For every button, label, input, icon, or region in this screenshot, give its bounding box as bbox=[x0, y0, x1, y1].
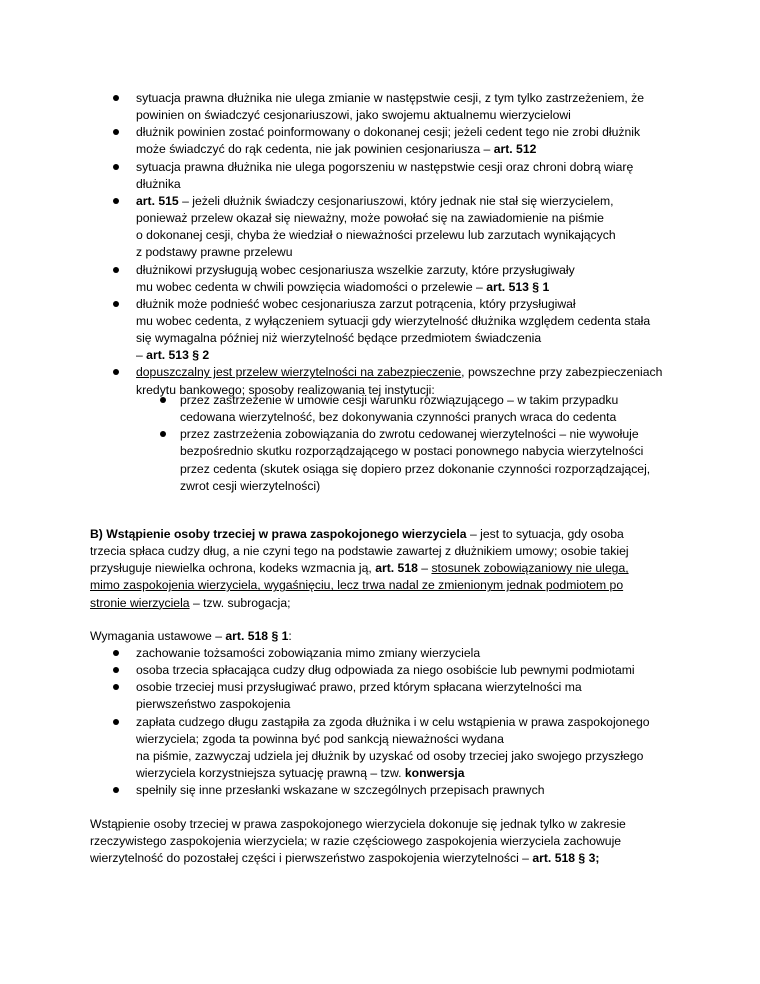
sub-list-item-line bbox=[180, 461, 650, 477]
text-run: o dokonanej cesji, chyba że wiedział o nieważności przelewu lub zarzutach wynikających bbox=[136, 228, 616, 243]
text-run: – jeżeli dłużnik świadczy cesjonariuszowi, który jednak nie stał się wierzycielem, bbox=[178, 193, 614, 208]
text-run: trzecia spłaca cudzy dług, a nie czyni tego na podstawie zawartej z dłużnikiem umowy; osobie takiej bbox=[90, 544, 629, 559]
text-run: wierzyciela; zgoda ta powinna być pod sankcją nieważności wydana bbox=[136, 731, 504, 746]
bullet-icon bbox=[113, 650, 119, 656]
list-item-line bbox=[136, 696, 290, 712]
text-run: kredytu bankowego; sposoby realizowania tej instytucji: bbox=[136, 382, 435, 397]
list-item-line bbox=[136, 193, 614, 209]
bold-reference: konwersja bbox=[404, 766, 465, 781]
paragraph-line bbox=[90, 628, 292, 644]
list-item-line bbox=[136, 679, 582, 695]
bold-reference: art. 512 bbox=[493, 142, 537, 157]
list-item-line bbox=[136, 176, 181, 192]
text-run: – bbox=[417, 561, 432, 576]
list-item-line bbox=[136, 731, 504, 747]
list-item-line bbox=[136, 279, 549, 295]
sub-list-item-line bbox=[180, 409, 616, 425]
bold-reference: art. 513 § 1 bbox=[486, 279, 550, 294]
text-run: dłużnik może podnieść wobec cesjonariusza zarzut potrącenia, który przysługiwał bbox=[136, 296, 576, 311]
text-run: Wstąpienie osoby trzeciej w prawa zaspokojonego wierzyciela dokonuje się jednak tylko w zakresie bbox=[90, 817, 626, 831]
bullet-icon bbox=[113, 164, 119, 170]
underlined-text: stronie wierzyciela bbox=[90, 595, 190, 610]
text-run: rzeczywistego zaspokojenia wierzyciela; w razie częściowego zaspokojenia wierzyciela zachowuje bbox=[90, 834, 622, 849]
text-run: , powszechne przy zabezpieczeniach bbox=[461, 365, 663, 380]
text-run: przysługuje niewielka ochrona, kodeks wzmacnia ją, bbox=[90, 561, 376, 576]
sub-list-item-line bbox=[180, 478, 320, 494]
text-run: – tzw. subrogacja; bbox=[189, 595, 291, 610]
bullet-icon bbox=[113, 95, 119, 101]
list-item-line bbox=[136, 765, 465, 781]
underlined-text: dopuszczalny jest przelew wierzytelności na zabezpieczenie bbox=[136, 365, 462, 380]
bold-reference: B) Wstąpienie osoby trzeciej w prawa zaspokojonego wierzyciela bbox=[90, 527, 467, 541]
text-run: – bbox=[136, 348, 147, 363]
text-run: przez cedenta (skutek osiąga się dopiero przez dokonanie czynności rozporządzającej, bbox=[180, 461, 651, 476]
bullet-icon bbox=[113, 129, 119, 135]
bold-reference: art. 518 § 3; bbox=[532, 851, 600, 866]
text-run: może świadczyć do rąk cedenta, nie jak powinien cesjonariusza – bbox=[136, 142, 494, 157]
text-run: wierzyciela korzystniejsza sytuację prawną – tzw. bbox=[136, 766, 405, 781]
bullet-icon bbox=[113, 198, 119, 204]
underlined-text: stosunek zobowiązaniowy nie ulega, bbox=[431, 561, 629, 576]
text-run: Wymagania ustawowe – bbox=[90, 629, 226, 643]
text-run: przez zastrzeżenia zobowiązania do zwrotu cedowanej wierzytelności – nie wywołuje bbox=[180, 427, 639, 442]
list-item-line bbox=[136, 714, 650, 730]
underlined-text: mimo zaspokojenia wierzyciela, wygaśnięciu, lecz trwa nadal ze zmienionym jednak podmiotem po bbox=[90, 578, 624, 593]
bullet-icon bbox=[160, 431, 166, 437]
list-item-line bbox=[136, 124, 640, 140]
text-run: sytuacja prawna dłużnika nie ulega pogorszeniu w następstwie cesji oraz chroni dobrą wiarę bbox=[136, 159, 634, 174]
text-run: ponieważ przelew okazał się nieważny, może powołać się na zawiadomienie na piśmie bbox=[136, 211, 604, 226]
text-run: zachowanie tożsamości zobowiązania mimo zmiany wierzyciela bbox=[136, 646, 481, 660]
text-run: dłużnik powinien zostać poinformowany o dokonanej cesji; jeżeli cedent tego nie zrobi dłużnik bbox=[136, 125, 641, 140]
list-item-line bbox=[136, 645, 480, 661]
text-run: pierwszeństwo zaspokojenia bbox=[136, 697, 291, 712]
paragraph-line bbox=[90, 850, 599, 866]
paragraph-line bbox=[90, 816, 626, 832]
list-item-line bbox=[136, 210, 604, 226]
bullet-icon bbox=[113, 267, 119, 273]
bullet-icon bbox=[113, 719, 119, 725]
list-item-line bbox=[136, 748, 643, 764]
list-item-line bbox=[136, 227, 616, 243]
list-item-line bbox=[136, 662, 635, 678]
text-run: się wymagalna później niż wierzytelność będące przedmiotem świadczenia bbox=[136, 331, 542, 346]
sub-list-item-line bbox=[180, 443, 643, 459]
paragraph-line bbox=[90, 833, 621, 849]
text-run: z podstawy prawne przelewu bbox=[136, 245, 293, 260]
paragraph-line bbox=[90, 560, 629, 576]
text-run: zwrot cesji wierzytelności) bbox=[180, 478, 321, 493]
list-item-line bbox=[136, 782, 544, 798]
paragraph-line bbox=[90, 543, 629, 559]
paragraph-line bbox=[90, 577, 623, 593]
text-run: bezpośrednio skutku rozporządzającego w postaci ponownego nabycia wierzytelności bbox=[180, 444, 644, 459]
text-run: sytuacja prawna dłużnika nie ulega zmianie w następstwie cesji, z tym tylko zastrzeżeniem, że bbox=[136, 91, 645, 105]
text-run: cedowana wierzytelność, bez dokonywania czynności pranych wraca do cedenta bbox=[180, 410, 617, 425]
bullet-icon bbox=[113, 787, 119, 793]
list-item-line bbox=[136, 141, 536, 157]
text-run: powinien on świadczyć cesjonariuszowi, jako swojemu aktualnemu wierzycielowi bbox=[136, 108, 571, 123]
text-run: wierzytelność do pozostałej części i pierwszeństwo zaspokojenia wierzytelności – bbox=[90, 851, 533, 866]
paragraph-line bbox=[90, 595, 291, 611]
bullet-icon bbox=[113, 684, 119, 690]
text-run: dłużnika bbox=[136, 176, 181, 191]
text-run: zapłata cudzego długu zastąpiła za zgoda dłużnika i w celu wstąpienia w prawa zaspokojonego bbox=[136, 714, 650, 729]
list-item-line bbox=[136, 347, 209, 363]
text-run: – jest to sytuacja, gdy osoba bbox=[466, 527, 624, 541]
list-item-line bbox=[136, 159, 633, 175]
list-item-line bbox=[136, 107, 571, 123]
bold-reference: art. 513 § 2 bbox=[146, 348, 210, 363]
text-run: dłużnikowi przysługują wobec cesjonariusza wszelkie zarzuty, które przysługiwały bbox=[136, 262, 575, 277]
list-item-line bbox=[136, 262, 575, 278]
list-item-line bbox=[136, 244, 293, 260]
sub-list-item-line bbox=[180, 392, 618, 408]
text-run: przez zastrzeżenie w umowie cesji warunku rozwiązującego – w takim przypadku bbox=[180, 393, 619, 407]
list-item-line bbox=[136, 313, 650, 329]
list-item-line bbox=[136, 296, 576, 312]
paragraph-line bbox=[90, 526, 624, 542]
text-run: spełnily się inne przesłanki wskazane w szczególnych przepisach prawnych bbox=[136, 783, 545, 798]
bullet-icon bbox=[160, 397, 166, 403]
list-item-line bbox=[136, 330, 541, 346]
text-run: : bbox=[288, 629, 292, 643]
bold-reference: art. 518 bbox=[375, 561, 418, 576]
text-run: mu wobec cedenta, z wyłączeniem sytuacji gdy wierzytelność dłużnika względem cedenta stała bbox=[136, 313, 651, 328]
bullet-icon bbox=[113, 369, 119, 375]
bullet-icon bbox=[113, 301, 119, 307]
sub-list-item-line bbox=[180, 426, 639, 442]
bold-reference: art. 515 bbox=[136, 193, 179, 208]
text-run: osoba trzecia spłacająca cudzy dług odpowiada za niego osobiście lub pewnymi podmiotami bbox=[136, 663, 635, 678]
text-run: osobie trzeciej musi przysługiwać prawo, przed którym spłacana wierzytelności ma bbox=[136, 680, 582, 695]
bold-reference: art. 518 § 1 bbox=[225, 629, 289, 643]
list-item-line bbox=[136, 364, 662, 380]
text-run: na piśmie, zazwyczaj udziela jej dłużnik by uzyskać od osoby trzeciej jako swojego przyszłego bbox=[136, 748, 644, 763]
list-item-line bbox=[136, 90, 644, 106]
bullet-icon bbox=[113, 667, 119, 673]
text-run: mu wobec cedenta w chwili powzięcia wiadomości o przelewie – bbox=[136, 279, 487, 294]
